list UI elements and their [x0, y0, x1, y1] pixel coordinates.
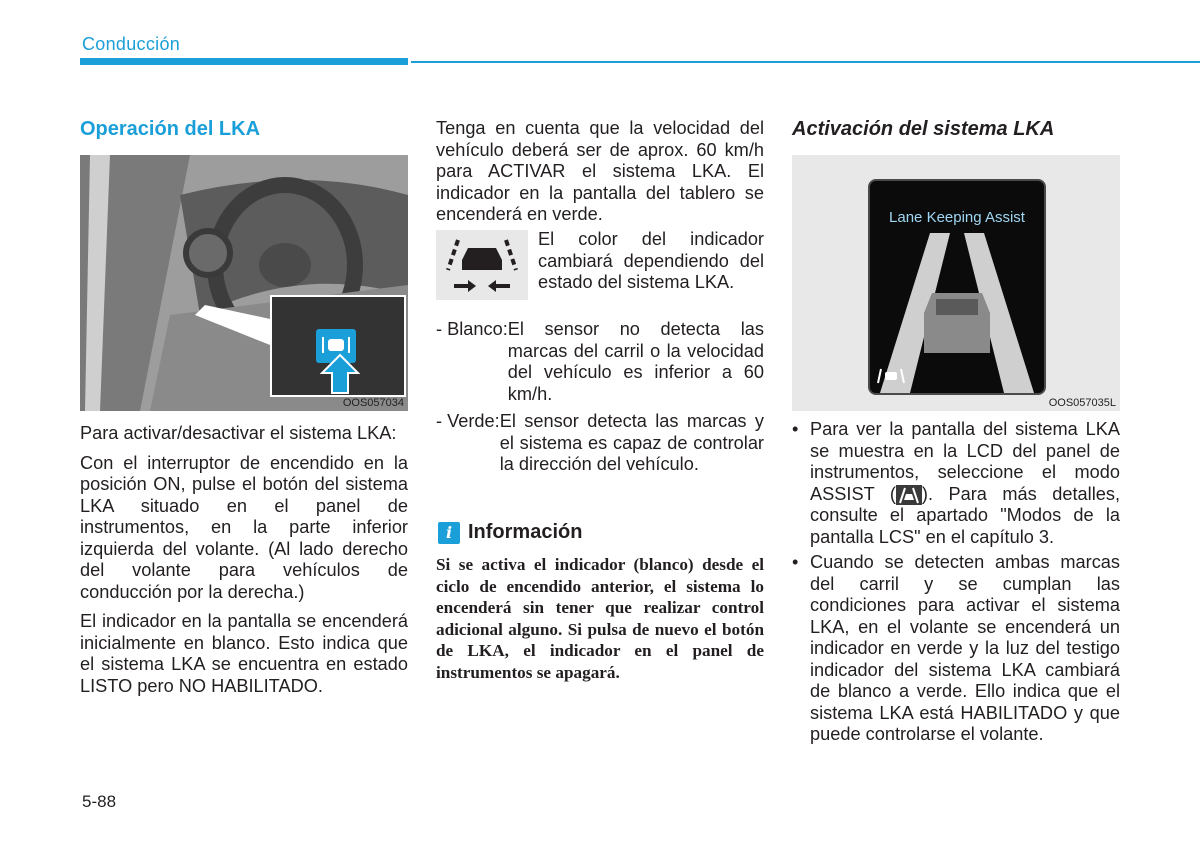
- def-text: El sensor detecta las marcas y el sistema es capaz de controlar la dirección del vehículo.: [499, 411, 764, 474]
- lka-status-icon: [876, 367, 906, 387]
- activation-bullets: [792, 419, 1120, 750]
- status-definitions: [436, 319, 764, 482]
- info-text: Si se activa el indicador (blanco) desde el ciclo de encendido anterior, el sistema lo encenderá sin tener que realizar control adicional alguno. Si pulsa de nuevo el botón de LKA, el indicador en el panel de instrumentos se apagará.: [436, 555, 764, 682]
- definition-green: [436, 411, 764, 476]
- header-bar: [80, 58, 408, 65]
- paragraph: El indicador en la pantalla se encenderá inicialmente en blanco. Esto indica que el sistema LKA se encuentra en estado LISTO pero NO HABILITADO.: [80, 611, 408, 696]
- arrow-up-icon: [320, 353, 360, 395]
- cluster-figure: [792, 155, 1120, 411]
- info-heading: [438, 521, 582, 544]
- paragraph: Con el interruptor de encendido en la posición ON, pulse el botón del sistema LKA situado en el panel de instrumentos, en la parte inferior izquierda del volante. (Al lado derecho del volante para vehículos de conducción por la derecha.): [80, 452, 408, 602]
- middle-intro: Tenga en cuenta que la velocidad del vehículo deberá ser de aprox. 60 km/h para ACTIVAR el sistema LKA. El indicador en la pantalla del tablero se encenderá en verde.: [436, 118, 764, 224]
- paragraph: Para activar/desactivar el sistema LKA:: [80, 423, 397, 443]
- def-text: El sensor no detecta las marcas del carril o la velocidad del vehículo es inferior a 60 km/h.: [507, 319, 764, 404]
- figure-code: OOS057034: [342, 397, 404, 409]
- header-rule: [411, 61, 1200, 63]
- bullet-text: ). Para más detalles, consulte el apartado "Modos de la pantalla LCS" en el capítulo 3.: [810, 483, 1120, 547]
- info-icon: i: [438, 522, 460, 544]
- assist-mode-icon: [896, 485, 922, 505]
- cluster-display: [868, 179, 1046, 395]
- bullet-text: Cuando se detecten ambas marcas del carril y se cumplan las condiciones para activar el sistema LKA, en el volante se encenderá un indicador en verde y la luz del testigo indicador del sistema LKA cambiará de blanco a verde. Ello indica que el sistema LKA está HABILITADO y que puede controlarse el volante.: [810, 552, 1120, 744]
- lka-button-zoom: [270, 295, 406, 397]
- screen-title: Lane Keeping Assist: [889, 209, 1025, 226]
- info-title: Información: [468, 521, 583, 543]
- lka-indicator-figure: [436, 230, 528, 300]
- dashboard-figure: [80, 155, 408, 411]
- lka-indicator-icon: [436, 230, 528, 300]
- indicator-color-text: El color del indicador cambiará dependiendo del estado del sistema LKA.: [538, 229, 764, 292]
- section-title: Conducción: [82, 34, 181, 54]
- def-term: - Verde:: [436, 411, 500, 431]
- lka-activation-heading: Activación del sistema LKA: [792, 118, 1055, 140]
- left-text: [80, 423, 408, 705]
- list-item: • Cuando se detecten ambas marcas del carril y se cumplan las condiciones para activar el sistema LKA, en el volante se encenderá un indicador en verde y la luz del testigo indicador del sistema LKA cambiará de blanco a verde. Ello indica que el sistema LKA está HABILITADO y que puede controlarse el volante.: [792, 552, 1120, 744]
- figure-code: OOS057035L: [1048, 397, 1116, 409]
- page-number: 5-88: [82, 792, 117, 811]
- list-item: • Para ver la pantalla del sistema LKA se muestra en la LCD del panel de instrumentos, seleccione el modo ASSIST ( ). Para más detalles, consulte el apartado "Modos de la pantalla LCS" en el capítulo 3.: [792, 419, 1120, 547]
- def-term: - Blanco:: [436, 319, 508, 339]
- definition-white: [436, 319, 764, 405]
- lka-operation-heading: Operación del LKA: [80, 118, 261, 140]
- bullet-text: Para ver la pantalla del sistema LKA se muestra en la LCD del panel de instrumentos, seleccione el modo ASSIST (: [810, 419, 1120, 504]
